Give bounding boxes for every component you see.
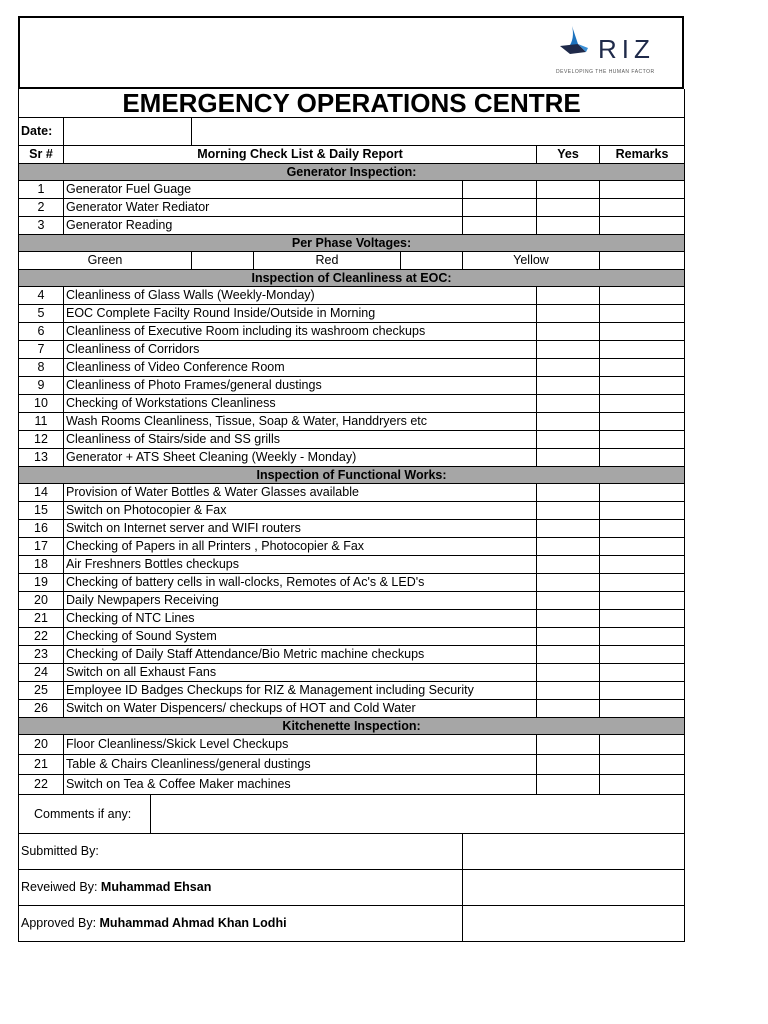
reviewed-signature[interactable] — [463, 870, 685, 906]
section-functional — [19, 467, 685, 484]
yes-cell[interactable] — [537, 628, 600, 646]
item-number: 22 — [19, 775, 64, 795]
date-label: Date: — [19, 118, 64, 146]
section-title: Inspection of Functional Works: — [19, 467, 685, 484]
item-number: 7 — [19, 341, 64, 359]
checklist-row — [19, 199, 685, 217]
yes-cell[interactable] — [537, 287, 600, 305]
section-title: Kitchenette Inspection: — [19, 718, 685, 735]
item-text: Checking of Daily Staff Attendance/Bio Metric machine checkups — [64, 646, 537, 664]
item-text: Checking of Papers in all Printers , Photocopier & Fax — [64, 538, 537, 556]
item-number: 12 — [19, 431, 64, 449]
item-number: 20 — [19, 735, 64, 755]
item-text: Provision of Water Bottles & Water Glasses available — [64, 484, 537, 502]
yes-cell[interactable] — [537, 682, 600, 700]
item-number: 6 — [19, 323, 64, 341]
item-number: 3 — [19, 217, 64, 235]
item-number: 20 — [19, 592, 64, 610]
checklist-row — [19, 323, 685, 341]
riz-logo — [556, 24, 660, 80]
remarks-cell[interactable] — [600, 377, 685, 395]
remarks-cell[interactable] — [600, 413, 685, 431]
yes-cell[interactable] — [537, 181, 600, 199]
remarks-cell[interactable] — [600, 700, 685, 718]
remarks-cell[interactable] — [600, 181, 685, 199]
item-number: 17 — [19, 538, 64, 556]
item-text: Table & Chairs Cleanliness/general dustings — [64, 755, 537, 775]
item-number: 24 — [19, 664, 64, 682]
remarks-cell[interactable] — [600, 538, 685, 556]
yes-cell[interactable] — [537, 431, 600, 449]
yes-cell[interactable] — [537, 199, 600, 217]
yes-cell[interactable] — [537, 359, 600, 377]
section-title: Per Phase Voltages: — [19, 235, 685, 252]
item-text: Checking of Sound System — [64, 628, 537, 646]
checklist-row — [19, 735, 685, 755]
yes-cell[interactable] — [537, 610, 600, 628]
item-number: 21 — [19, 610, 64, 628]
checklist-row — [19, 217, 685, 235]
item-text: Generator Reading — [64, 217, 463, 235]
approved-signature[interactable] — [463, 906, 685, 942]
item-text: Switch on Tea & Coffee Maker machines — [64, 775, 537, 795]
checklist-row — [19, 181, 685, 199]
yes-cell[interactable] — [537, 217, 600, 235]
remarks-cell[interactable] — [600, 735, 685, 755]
submitted-signature[interactable] — [463, 834, 685, 870]
checklist-row — [19, 700, 685, 718]
logo-text: RIZ — [598, 34, 655, 64]
yes-cell[interactable] — [537, 395, 600, 413]
item-text: Checking of battery cells in wall-clocks, Remotes of Ac's & LED's — [64, 574, 537, 592]
phase-row — [19, 252, 685, 270]
item-text: Switch on Water Dispencers/ checkups of HOT and Cold Water — [64, 700, 537, 718]
yes-cell[interactable] — [537, 556, 600, 574]
value-cell[interactable] — [463, 217, 537, 235]
item-text: Switch on Photocopier & Fax — [64, 502, 537, 520]
cleanliness-items — [19, 287, 685, 467]
remarks-cell[interactable] — [600, 217, 685, 235]
remarks-cell[interactable] — [600, 431, 685, 449]
checklist-row — [19, 413, 685, 431]
checklist-row — [19, 395, 685, 413]
item-text: Cleanliness of Photo Frames/general dustings — [64, 377, 537, 395]
bird-icon — [556, 24, 596, 64]
value-cell[interactable] — [463, 181, 537, 199]
item-number: 15 — [19, 502, 64, 520]
checklist-row — [19, 592, 685, 610]
checklist-row — [19, 538, 685, 556]
reviewed-row — [19, 870, 685, 906]
yes-cell[interactable] — [537, 520, 600, 538]
remarks-cell[interactable] — [600, 628, 685, 646]
yes-cell[interactable] — [537, 449, 600, 467]
column-header-row — [19, 146, 685, 164]
section-voltages — [19, 235, 685, 252]
item-number: 4 — [19, 287, 64, 305]
yes-cell[interactable] — [537, 775, 600, 795]
remarks-cell[interactable] — [600, 646, 685, 664]
phase-green-label: Green — [19, 252, 192, 270]
checklist-row — [19, 610, 685, 628]
remarks-cell[interactable] — [600, 592, 685, 610]
section-generator — [19, 164, 685, 181]
submitted-row — [19, 834, 685, 870]
phase-yellow-label: Yellow — [463, 252, 600, 270]
remarks-cell[interactable] — [600, 664, 685, 682]
checklist-row — [19, 556, 685, 574]
logo-tagline: DEVELOPING THE HUMAN FACTOR — [556, 69, 655, 75]
remarks-cell[interactable] — [600, 359, 685, 377]
remarks-cell[interactable] — [600, 484, 685, 502]
remarks-header: Remarks — [600, 146, 685, 164]
yes-cell[interactable] — [537, 305, 600, 323]
item-number: 21 — [19, 755, 64, 775]
phase-red-value[interactable] — [401, 252, 463, 270]
report-header: Morning Check List & Daily Report — [64, 146, 537, 164]
remarks-cell[interactable] — [600, 287, 685, 305]
section-title: Inspection of Cleanliness at EOC: — [19, 270, 685, 287]
reviewed-cell — [19, 870, 463, 906]
remarks-cell[interactable] — [600, 556, 685, 574]
yes-cell[interactable] — [537, 413, 600, 431]
sr-header: Sr # — [19, 146, 64, 164]
item-text: Switch on all Exhaust Fans — [64, 664, 537, 682]
phase-green-value[interactable] — [192, 252, 254, 270]
item-number: 19 — [19, 574, 64, 592]
item-text: EOC Complete Facilty Round Inside/Outside in Morning — [64, 305, 537, 323]
comments-cell — [19, 795, 192, 834]
item-number: 11 — [19, 413, 64, 431]
remarks-cell[interactable] — [600, 775, 685, 795]
yes-cell[interactable] — [537, 646, 600, 664]
item-text: Floor Cleanliness/Skick Level Checkups — [64, 735, 537, 755]
item-number: 25 — [19, 682, 64, 700]
reviewed-label: Reveiwed By: — [21, 880, 101, 895]
checklist-row — [19, 359, 685, 377]
yes-header: Yes — [537, 146, 600, 164]
yes-cell[interactable] — [537, 538, 600, 556]
kitchen-items — [19, 735, 685, 795]
item-text: Cleanliness of Corridors — [64, 341, 537, 359]
reviewed-name: Muhammad Ehsan — [100, 880, 212, 895]
item-number: 2 — [19, 199, 64, 217]
remarks-cell[interactable] — [600, 682, 685, 700]
submitted-label: Submitted By: — [19, 834, 463, 870]
item-text: Employee ID Badges Checkups for RIZ & Management including Security — [64, 682, 537, 700]
section-title: Generator Inspection: — [19, 164, 685, 181]
phase-red-label: Red — [254, 252, 401, 270]
item-number: 8 — [19, 359, 64, 377]
checklist-row — [19, 431, 685, 449]
yes-cell[interactable] — [537, 484, 600, 502]
item-text: Wash Rooms Cleanliness, Tissue, Soap & Water, Handdryers etc — [64, 413, 537, 431]
item-text: Switch on Internet server and WIFI routers — [64, 520, 537, 538]
checklist-row — [19, 520, 685, 538]
comments-row — [19, 795, 685, 834]
yes-cell[interactable] — [537, 502, 600, 520]
section-kitchenette — [19, 718, 685, 735]
remarks-cell[interactable] — [600, 449, 685, 467]
item-number: 9 — [19, 377, 64, 395]
item-number: 1 — [19, 181, 64, 199]
approved-row — [19, 906, 685, 942]
generator-items — [19, 181, 685, 235]
comments-label: Comments if any: — [19, 795, 151, 833]
date-blank — [192, 118, 685, 146]
item-number: 16 — [19, 520, 64, 538]
approved-label: Approved By: — [21, 916, 100, 931]
yes-cell[interactable] — [537, 700, 600, 718]
item-text: Cleanliness of Glass Walls (Weekly-Monday) — [64, 287, 537, 305]
value-cell[interactable] — [463, 199, 537, 217]
item-text: Generator Water Rediator — [64, 199, 463, 217]
approved-cell — [19, 906, 463, 942]
checklist-row — [19, 305, 685, 323]
title-row — [19, 89, 685, 118]
checklist-row — [19, 502, 685, 520]
item-text: Generator Fuel Guage — [64, 181, 463, 199]
item-number: 14 — [19, 484, 64, 502]
item-text: Cleanliness of Video Conference Room — [64, 359, 537, 377]
checklist-sheet — [18, 16, 684, 942]
checklist-row — [19, 628, 685, 646]
checklist-row — [19, 341, 685, 359]
item-text: Air Freshners Bottles checkups — [64, 556, 537, 574]
remarks-cell[interactable] — [600, 502, 685, 520]
yes-cell[interactable] — [537, 574, 600, 592]
item-number: 10 — [19, 395, 64, 413]
item-text: Cleanliness of Executive Room including its washroom checkups — [64, 323, 537, 341]
remarks-cell[interactable] — [600, 323, 685, 341]
item-text: Checking of Workstations Cleanliness — [64, 395, 537, 413]
date-row — [19, 118, 685, 146]
item-number: 18 — [19, 556, 64, 574]
yes-cell[interactable] — [537, 664, 600, 682]
item-text: Cleanliness of Stairs/side and SS grills — [64, 431, 537, 449]
date-field[interactable] — [64, 118, 192, 146]
section-cleanliness — [19, 270, 685, 287]
yes-cell[interactable] — [537, 755, 600, 775]
header-logo-box — [18, 16, 684, 89]
checklist-row — [19, 287, 685, 305]
yes-cell[interactable] — [537, 592, 600, 610]
checklist-row — [19, 646, 685, 664]
checklist-row — [19, 377, 685, 395]
item-number: 22 — [19, 628, 64, 646]
phase-yellow-value[interactable] — [600, 252, 685, 270]
page-title: EMERGENCY OPERATIONS CENTRE — [19, 89, 685, 118]
checklist-row — [19, 775, 685, 795]
remarks-cell[interactable] — [600, 574, 685, 592]
item-text: Generator + ATS Sheet Cleaning (Weekly - Monday) — [64, 449, 537, 467]
checklist-row — [19, 574, 685, 592]
item-text: Daily Newpapers Receiving — [64, 592, 537, 610]
checklist-row — [19, 664, 685, 682]
remarks-cell[interactable] — [600, 755, 685, 775]
item-number: 23 — [19, 646, 64, 664]
remarks-cell[interactable] — [600, 199, 685, 217]
yes-cell[interactable] — [537, 735, 600, 755]
comments-field[interactable] — [192, 795, 685, 834]
yes-cell[interactable] — [537, 323, 600, 341]
yes-cell[interactable] — [537, 341, 600, 359]
remarks-cell[interactable] — [600, 520, 685, 538]
yes-cell[interactable] — [537, 377, 600, 395]
item-text: Checking of NTC Lines — [64, 610, 537, 628]
remarks-cell[interactable] — [600, 610, 685, 628]
remarks-cell[interactable] — [600, 395, 685, 413]
item-number: 13 — [19, 449, 64, 467]
checklist-table — [18, 89, 685, 942]
checklist-row — [19, 755, 685, 775]
remarks-cell[interactable] — [600, 305, 685, 323]
checklist-row — [19, 449, 685, 467]
item-number: 26 — [19, 700, 64, 718]
remarks-cell[interactable] — [600, 341, 685, 359]
functional-items — [19, 484, 685, 718]
item-number: 5 — [19, 305, 64, 323]
checklist-row — [19, 682, 685, 700]
checklist-row — [19, 484, 685, 502]
approved-name: Muhammad Ahmad Khan Lodhi — [99, 916, 287, 931]
